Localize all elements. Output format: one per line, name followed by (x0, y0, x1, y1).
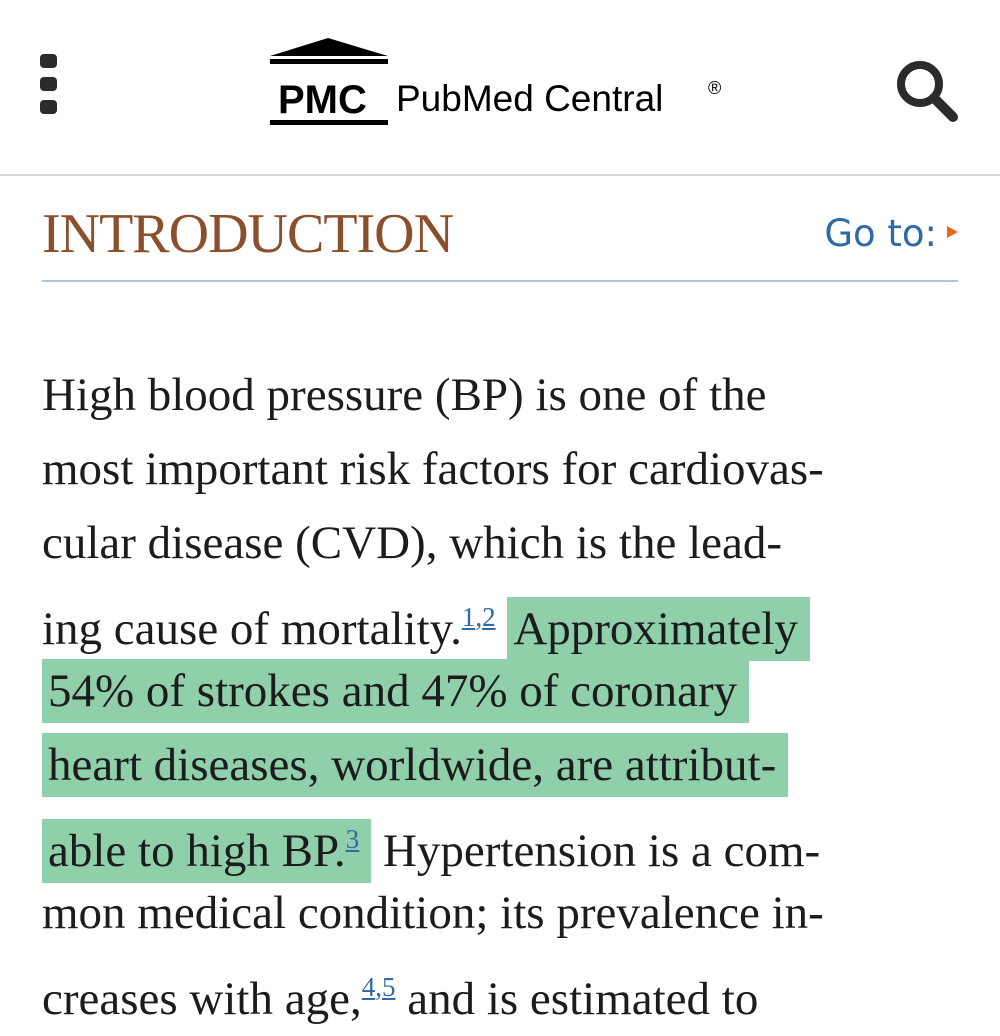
citation-link-3[interactable]: 3 (345, 824, 360, 854)
highlighted-text: heart diseases, worldwide, are attribut- (42, 733, 788, 797)
more-options-icon[interactable] (36, 54, 62, 114)
citation-link-2[interactable]: 2 (482, 602, 496, 632)
text-span: High blood pressure (BP) is one of the (42, 369, 767, 421)
text-line (42, 876, 962, 950)
citation-link-4[interactable]: 4 (361, 972, 376, 1002)
citation-separator: , (375, 972, 382, 1002)
logo-title: PubMed Central (396, 78, 664, 119)
logo-registered-mark: ® (708, 78, 722, 98)
citation-link-1[interactable]: 1 (461, 602, 476, 632)
goto-label: Go to: (824, 212, 937, 255)
text-span: able to high BP. (48, 825, 346, 877)
goto-menu-link[interactable] (824, 212, 958, 255)
text-line (42, 358, 962, 432)
text-line (42, 802, 962, 876)
highlighted-text: 54% of strokes and 47% of coronary (42, 659, 749, 723)
text-line (42, 506, 962, 580)
highlighted-text: Approximately (507, 597, 810, 661)
text-span: and is estimated to (395, 973, 759, 1025)
text-line (42, 950, 962, 1024)
text-span: Hypertension is a com- (371, 825, 821, 877)
text-span: cular disease (CVD), which is the lead- (42, 517, 782, 569)
text-span: creases with age, (42, 973, 362, 1025)
text-line (42, 432, 962, 506)
top-header (0, 0, 1000, 176)
logo-abbreviation: PMC (278, 78, 367, 122)
pmc-logo[interactable] (270, 36, 740, 132)
text-line (42, 580, 962, 654)
search-icon[interactable] (893, 57, 961, 125)
text-span: most important risk factors for cardiovas- (42, 443, 824, 495)
text-line (42, 728, 962, 802)
goto-arrow-icon (947, 226, 958, 238)
section-heading: INTRODUCTION (42, 203, 454, 265)
text-span: ing cause of mortality. (42, 603, 462, 655)
text-line (42, 654, 962, 728)
text-span: mon medical condition; its prevalence in- (42, 887, 824, 939)
citation-separator: , (475, 602, 483, 632)
highlighted-text (42, 819, 371, 883)
article-paragraph (42, 358, 962, 1024)
citation-link-5[interactable]: 5 (381, 972, 396, 1002)
heading-divider (42, 280, 958, 282)
